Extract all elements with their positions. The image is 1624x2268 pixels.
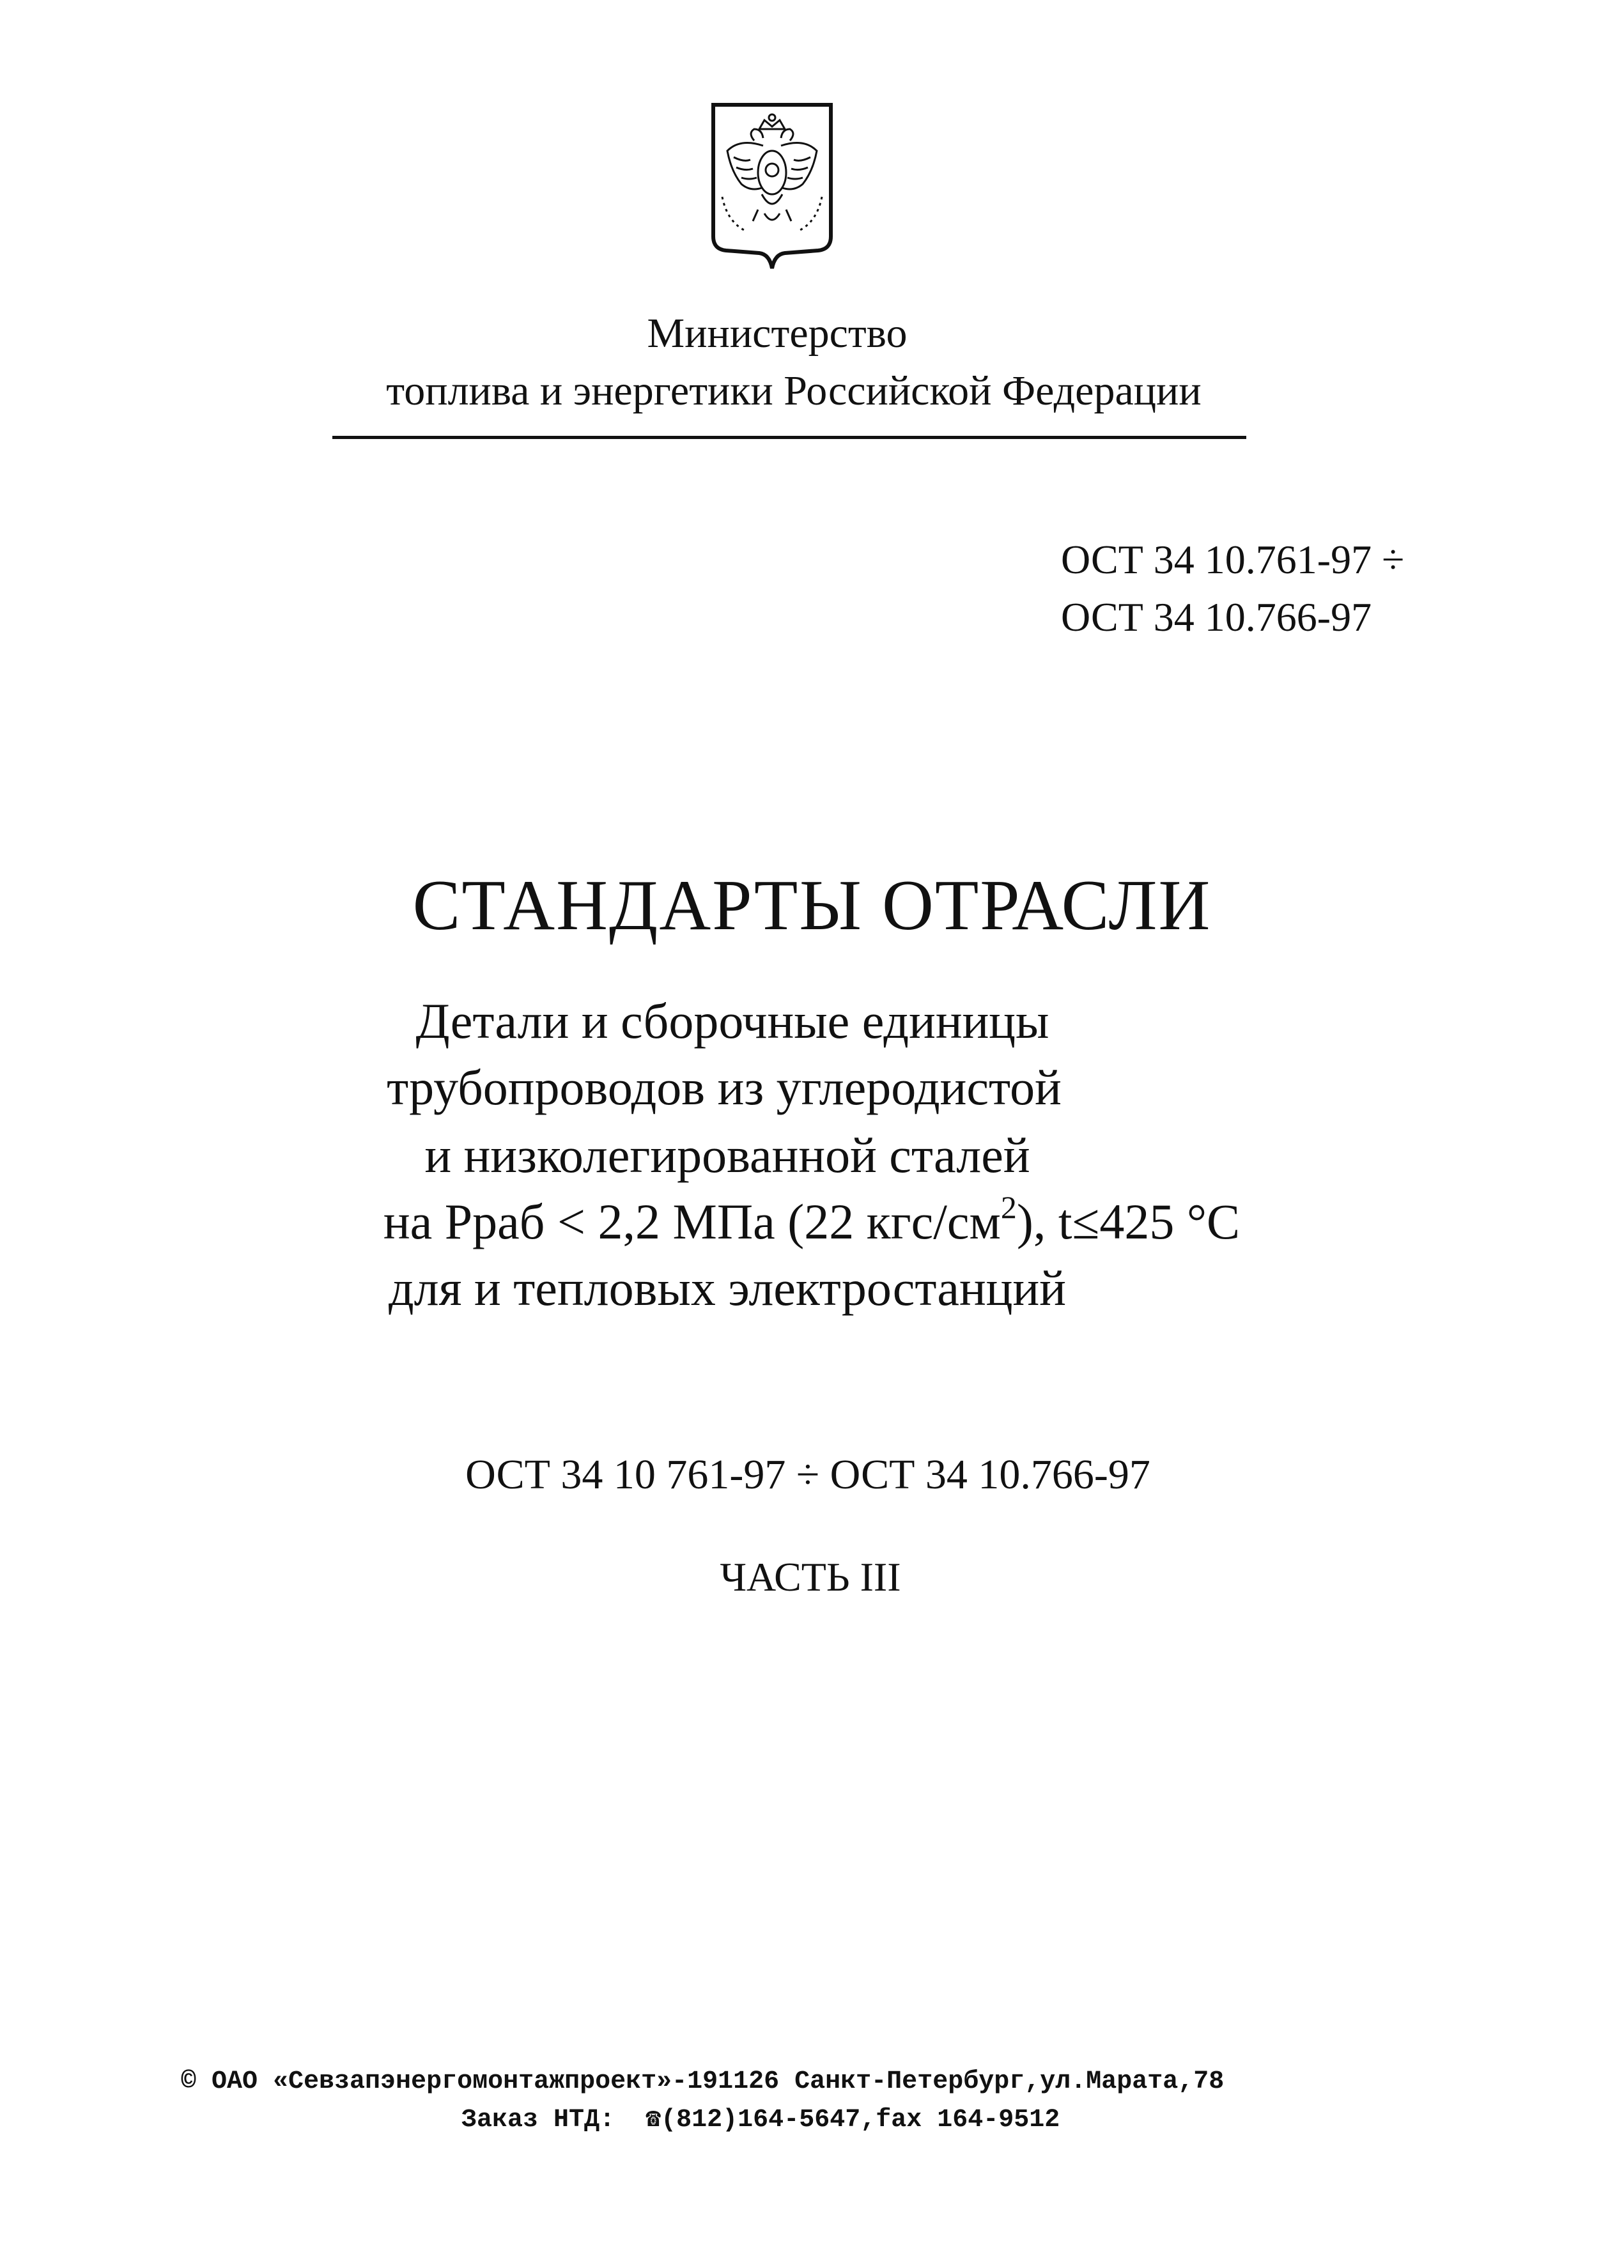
ministry-name-line2: топлива и энергетики Российской Федерации xyxy=(386,367,1202,414)
subtitle-line3: и низколегированной сталей xyxy=(424,1127,1030,1183)
part-number: ЧАСТЬ III xyxy=(720,1554,901,1600)
order-contacts xyxy=(461,2104,1060,2137)
subtitle-line1: Детали и сборочные единицы xyxy=(415,993,1049,1049)
header-divider xyxy=(332,436,1246,439)
order-label: Заказ НТД: xyxy=(461,2106,615,2134)
coat-of-arms-emblem xyxy=(708,101,836,274)
subtitle-line4-pressure: на Рраб < 2,2 МПа (22 кгс/см xyxy=(383,1194,1001,1249)
subtitle-line4 xyxy=(383,1190,1240,1254)
phone-fax-numbers: (812)164-5647,fax 164-9512 xyxy=(661,2106,1060,2134)
subtitle-line4-superscript: 2 xyxy=(1000,1189,1017,1225)
standard-number-start: ОСТ 34 10.761-97 ÷ xyxy=(1061,537,1405,582)
standard-number-end: ОСТ 34 10.766-97 xyxy=(1061,594,1372,640)
ministry-name-line1: Министерство xyxy=(647,310,908,357)
phone-icon: ☎ xyxy=(646,2106,661,2134)
subtitle-line4-temperature: ), t≤425 °С xyxy=(1016,1194,1241,1249)
document-title: СТАНДАРТЫ ОТРАСЛИ xyxy=(412,866,1212,945)
subtitle-line5: для и тепловых электростанций xyxy=(388,1260,1067,1316)
publisher-address: © ОАО «Севзапэнергомонтажпроект»-191126 Санкт-Петербург,ул.Марата,78 xyxy=(181,2067,1225,2096)
subtitle-line2: трубопроводов из углеродистой xyxy=(387,1060,1062,1115)
standard-range: ОСТ 34 10 761-97 ÷ ОСТ 34 10.766-97 xyxy=(465,1451,1150,1498)
